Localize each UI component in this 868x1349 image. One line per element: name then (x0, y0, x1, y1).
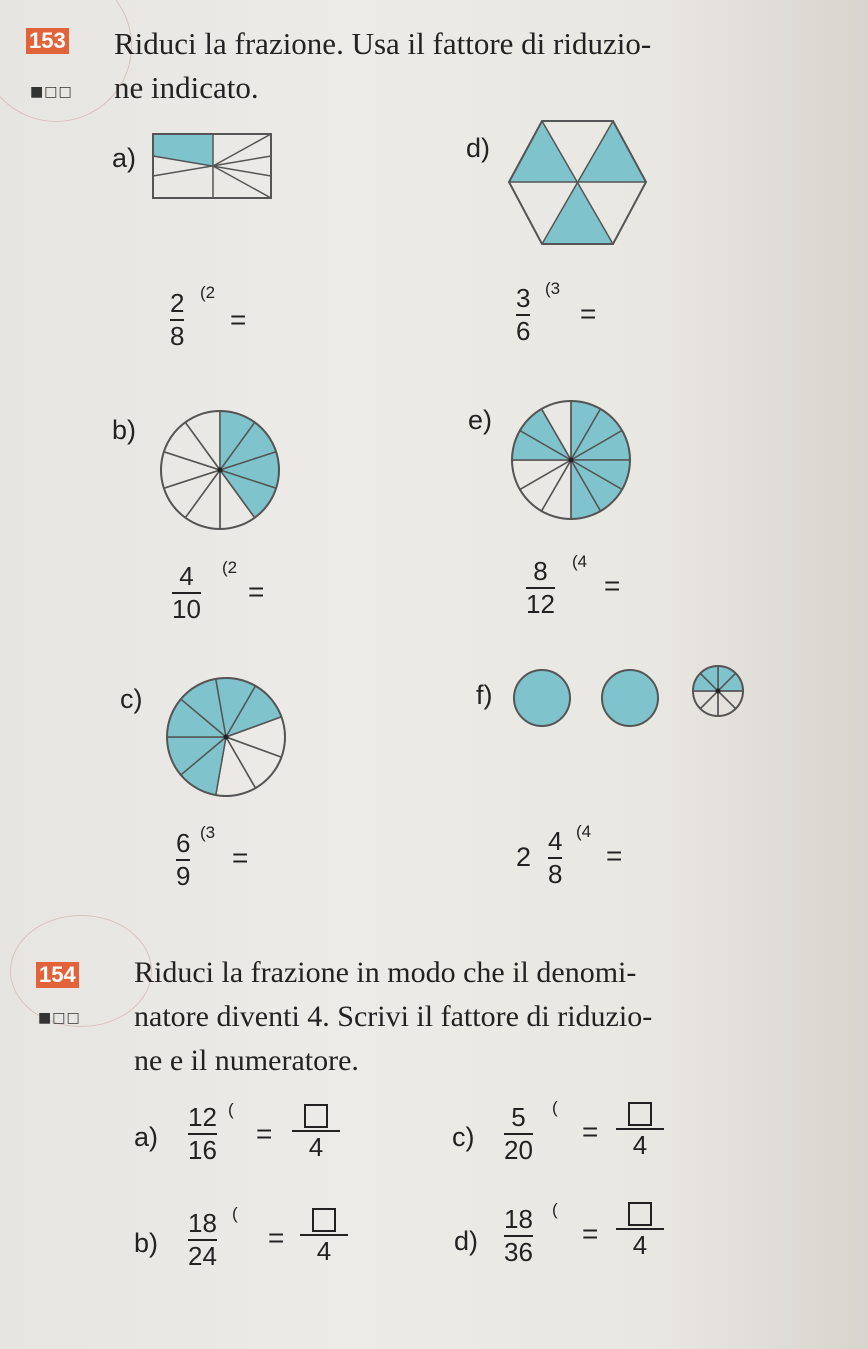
reduction-factor-a: (2 (200, 283, 216, 302)
difficulty-indicator-154: ■□□ (38, 1010, 81, 1026)
reduction-factor-c: (3 (200, 823, 216, 842)
whole-part-f: 2 (516, 842, 532, 872)
numerator: 12 (188, 1102, 217, 1132)
denominator: 4 (316, 1236, 332, 1266)
equals-sign-154a: = (256, 1118, 273, 1149)
fraction-f (548, 828, 562, 889)
fraction-b (172, 563, 201, 624)
numerator: 3 (516, 283, 531, 313)
item-label-154a: a) (134, 1122, 159, 1152)
denominator: 9 (176, 861, 191, 892)
denominator: 4 (632, 1230, 648, 1260)
equals-sign-e: = (604, 570, 621, 601)
denominator: 8 (170, 321, 185, 352)
denominator: 16 (188, 1135, 217, 1166)
numerator-answer-box[interactable] (628, 1102, 652, 1126)
numerator-answer-box[interactable] (628, 1202, 652, 1226)
circle-c-center-dot (224, 735, 229, 740)
item-label-154c: c) (452, 1122, 475, 1152)
item-label-b: b) (112, 415, 137, 445)
fraction-a (170, 290, 184, 351)
numerator: 4 (548, 826, 563, 856)
target-fraction-154b (300, 1208, 348, 1265)
circle-b-sector (164, 470, 220, 518)
item-label-e: e) (468, 405, 493, 435)
circle-f-sector (693, 691, 718, 709)
whole-circle (602, 670, 658, 726)
numerator: 8 (533, 556, 548, 586)
equals-sign-b: = (248, 576, 265, 607)
item-label-154d: d) (454, 1226, 479, 1256)
instruction-153-line2: ne indicato. (114, 70, 259, 105)
hexagon-fraction-figure (505, 118, 650, 248)
numerator: 5 (511, 1102, 526, 1132)
item-label-f: f) (476, 680, 493, 710)
equals-sign-154d: = (582, 1218, 599, 1249)
denominator: 6 (516, 316, 531, 347)
equals-sign-d: = (580, 298, 597, 329)
denominator: 20 (504, 1135, 533, 1166)
fraction-d (516, 285, 530, 346)
difficulty-indicator-153: ■□□ (30, 84, 73, 100)
fraction-154c (504, 1104, 533, 1165)
numerator: 18 (188, 1208, 217, 1238)
circle-10-sectors-figure (158, 408, 283, 533)
circle-f-sector (718, 691, 736, 716)
circle-b-center-dot (218, 468, 223, 473)
circle-12-sectors-figure (509, 398, 634, 523)
target-fraction-154d (616, 1202, 664, 1259)
circle-f-center-dot (716, 689, 721, 694)
numerator: 2 (170, 288, 185, 318)
fraction-154b (188, 1210, 217, 1271)
target-fraction-154a (292, 1104, 340, 1161)
numerator: 4 (179, 561, 194, 591)
equals-sign-154b: = (268, 1222, 285, 1253)
circle-b-sector (164, 422, 220, 470)
reduction-factor-blank-154a: ( (228, 1100, 234, 1119)
numerator: 18 (504, 1204, 533, 1234)
reduction-factor-f: (4 (576, 822, 592, 841)
fraction-c (176, 830, 190, 891)
target-fraction-154c (616, 1102, 664, 1159)
item-label-d: d) (466, 133, 491, 163)
denominator: 4 (632, 1130, 648, 1160)
equals-sign-a: = (230, 304, 247, 335)
instruction-153-line1: Riduci la frazione. Usa il fattore di riduzio- (114, 26, 652, 61)
denominator: 36 (504, 1237, 533, 1268)
circle-e-center-dot (569, 458, 574, 463)
denominator: 4 (308, 1132, 324, 1162)
pencil-circle-154 (10, 915, 152, 1027)
fraction-154a (188, 1104, 217, 1165)
numerator-answer-box[interactable] (312, 1208, 336, 1232)
denominator: 8 (548, 859, 563, 890)
equals-sign-f: = (606, 840, 623, 871)
circle-c-sector (226, 737, 281, 788)
circle-9-sectors-figure (164, 675, 289, 800)
instruction-154-line1: Riduci la frazione in modo che il denomi- (134, 956, 637, 989)
reduction-factor-e: (4 (572, 552, 588, 571)
item-label-c: c) (120, 684, 143, 714)
fraction-e (526, 558, 555, 619)
denominator: 24 (188, 1241, 217, 1272)
reduction-factor-blank-154c: ( (552, 1098, 558, 1117)
denominator: 10 (172, 594, 201, 625)
circle-f-sector (700, 691, 718, 716)
fraction-154d (504, 1206, 533, 1267)
item-label-154b: b) (134, 1228, 159, 1258)
reduction-factor-b: (2 (222, 558, 238, 577)
rectangle-fraction-figure (150, 130, 275, 202)
instruction-154-line2: natore diventi 4. Scrivi il fattore di riduzio- (134, 1000, 653, 1033)
equals-sign-c: = (232, 842, 249, 873)
reduction-factor-blank-154b: ( (232, 1204, 238, 1223)
equals-sign-154c: = (582, 1116, 599, 1147)
numerator-answer-box[interactable] (304, 1104, 328, 1128)
numerator: 6 (176, 828, 191, 858)
reduction-factor-d: (3 (545, 279, 561, 298)
item-label-a: a) (112, 143, 137, 173)
exercise-number-154: 154 (36, 962, 79, 988)
mixed-number-circles-figure (510, 663, 750, 733)
exercise-number-153: 153 (26, 28, 69, 54)
instruction-154-line3: ne e il numeratore. (134, 1044, 359, 1077)
pencil-circle-153 (0, 0, 132, 122)
denominator: 12 (526, 589, 555, 620)
whole-circle (514, 670, 570, 726)
circle-f-sector (718, 691, 743, 709)
reduction-factor-blank-154d: ( (552, 1200, 558, 1219)
